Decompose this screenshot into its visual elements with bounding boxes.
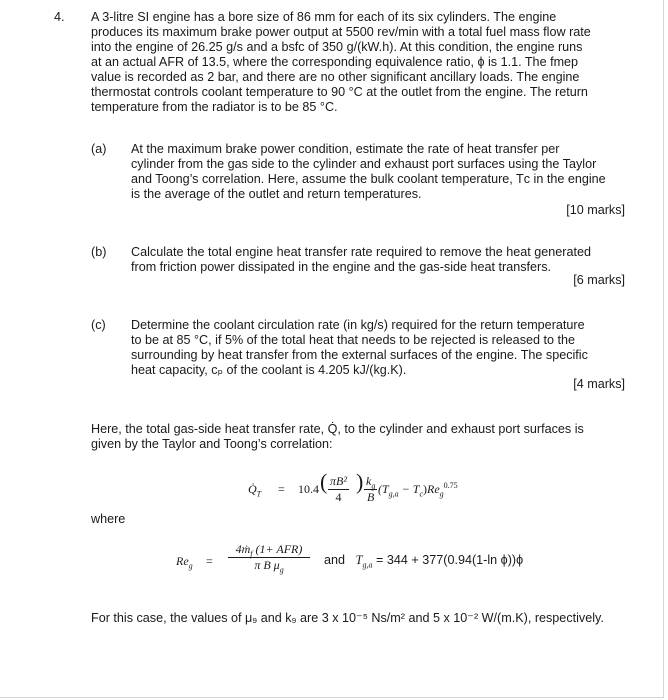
and-word: and: [324, 553, 346, 567]
eq1-paren-close: ): [356, 469, 364, 494]
part-b-label: (b): [91, 245, 107, 259]
eq1-temperature-term: $(T_{g,a} - T_c)Re_g^{0.75}$: [378, 481, 458, 499]
part-a: [91, 142, 631, 222]
eq2-equals: =: [206, 554, 213, 568]
intro-line: into the engine of 26.25 g/s and a bsfc of 350 g/(kW.h). At this condition, the engine runs: [91, 40, 583, 54]
part-c-line: heat capacity, cₚ of the coolant is 4.205 kJ/(kg.K).: [131, 363, 407, 377]
taylor-toong-equation: [248, 470, 508, 510]
closing-sentence: For this case, the values of μ₉ and k₉ are 3 x 10⁻⁵ Ns/m² and 5 x 10⁻² W/(m.K), respectively.: [91, 611, 604, 625]
part-a-line: At the maximum brake power condition, estimate the rate of heat transfer per: [131, 142, 560, 156]
question-intro: [91, 10, 631, 115]
intro-line: thermostat controls coolant temperature to 90 °C at the outlet from the engine. The return: [91, 85, 588, 99]
part-c: [91, 318, 631, 398]
note-line: given by the Taylor and Toong’s correlation:: [91, 437, 333, 451]
part-a-label: (a): [91, 142, 107, 156]
tga-expression: and $T_{g,a} = 344 + 377(0.94(1-\ln$ ϕ))ϕ: [324, 553, 524, 570]
intro-line: value is recorded as 2 bar, and there are no other significant ancillary loads. The engine: [91, 70, 580, 84]
part-a-line: cylinder from the gas side to the cylinder and exhaust port surfaces using the Taylor: [131, 157, 597, 171]
part-b-text: [131, 245, 629, 275]
part-b: [91, 245, 631, 295]
eq2-fraction: 4ṁ$_f$ (1+ AFR) π B $\mu_g$: [228, 542, 310, 573]
part-a-line: and Toong’s correlation. Here, assume the bulk coolant temperature, Tᴄ in the engine: [131, 172, 606, 186]
part-c-text: [131, 318, 629, 378]
note-line: Here, the total gas-side heat transfer rate, Q̇, to the cylinder and exhaust port surfaces is: [91, 422, 584, 436]
question-number: 4.: [54, 10, 65, 24]
where-label: where: [91, 512, 126, 526]
intro-line: at an actual AFR of 13.5, where the corresponding equivalence ratio, ϕ is 1.1. The fmep: [91, 55, 579, 69]
intro-line: temperature from the radiator is to be 85 °C.: [91, 100, 338, 114]
part-a-line: is the average of the outlet and return temperatures.: [131, 187, 422, 201]
eq1-frac-area: $\frac{\text{πB²}}{4}$: [330, 474, 347, 504]
part-b-line: from friction power dissipated in the engine and the gas-side heat transfers.: [131, 260, 552, 274]
eq1-paren-open: (: [320, 469, 328, 494]
intro-line: produces its maximum brake power output at 5500 rev/min with a total fuel mass flow rate: [91, 25, 591, 39]
eq1-lhs: $Q̇_T$: [248, 482, 262, 499]
part-a-marks: [10 marks]: [566, 203, 625, 217]
part-c-line: Determine the coolant circulation rate (in kg/s) required for the return temperature: [131, 318, 585, 332]
eq1-coef: 10.4: [298, 482, 319, 496]
eq2-lhs: $Re_g$: [176, 554, 193, 571]
eq1-equals: =: [278, 482, 285, 496]
part-b-marks: [6 marks]: [573, 273, 625, 287]
part-c-label: (c): [91, 318, 106, 332]
part-c-line: surrounding by heat transfer from the external surfaces of the engine. The specific: [131, 348, 588, 362]
correlation-note: [91, 422, 631, 452]
part-c-line: to be at 85 °C, if 5% of the total heat that needs to be rejected is released to the: [131, 333, 576, 347]
part-c-marks: [4 marks]: [573, 377, 625, 391]
eq1-frac-kg: $\frac{k_g}{B}$: [366, 474, 376, 504]
intro-line: A 3-litre SI engine has a bore size of 86 mm for each of its six cylinders. The engine: [91, 10, 557, 24]
part-b-line: Calculate the total engine heat transfer rate required to remove the heat generated: [131, 245, 591, 259]
part-a-text: [131, 142, 629, 202]
